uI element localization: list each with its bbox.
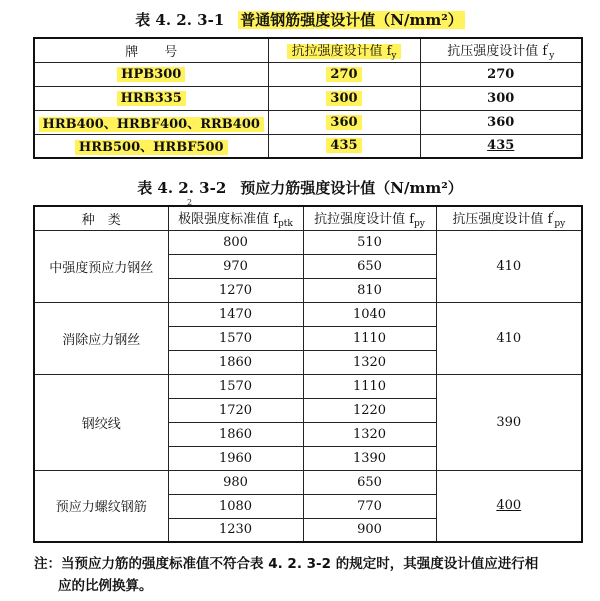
table1-grade-cell bbox=[34, 110, 268, 134]
standard-cell: 1720 bbox=[168, 398, 303, 422]
table-row bbox=[34, 230, 582, 254]
tensile-cell: 1040 bbox=[303, 302, 436, 326]
table1-tensile-cell bbox=[268, 62, 420, 86]
table1-tensile-cell bbox=[268, 86, 420, 110]
grade-label: HPB300 bbox=[117, 67, 185, 82]
standard-cell: 1470 bbox=[168, 302, 303, 326]
tensile-value: 360 bbox=[326, 115, 361, 130]
table1-grade-cell bbox=[34, 86, 268, 110]
table2-header-compressive-label: 抗压强度设计值 f bbox=[452, 211, 553, 227]
table2-header-compressive-sup: ′ bbox=[552, 210, 555, 221]
note-line-2: 应的比例换算。 bbox=[58, 578, 153, 594]
table1-compressive-cell: 360 bbox=[420, 110, 582, 134]
type-cell: 预应力螺纹钢筋 bbox=[34, 470, 168, 542]
table2-caption-number: 表 4. 2. 3-2 bbox=[137, 179, 227, 197]
table1-tensile-cell bbox=[268, 110, 420, 134]
standard-cell: 1570 bbox=[168, 374, 303, 398]
compressive-value: 435 bbox=[487, 138, 515, 154]
compressive-cell: 410 bbox=[436, 230, 582, 302]
table1-header-row bbox=[34, 38, 582, 62]
table2-header-standard-label: 极限强度标准值 f bbox=[178, 211, 279, 227]
table-row bbox=[34, 86, 582, 110]
grade-label: HRB400、HRBF400、RRB400 bbox=[39, 117, 264, 132]
tensile-value: 300 bbox=[326, 91, 361, 106]
compressive-cell: 390 bbox=[436, 374, 582, 470]
standard-cell: 1270 bbox=[168, 278, 303, 302]
margin-mark: 2 bbox=[187, 198, 193, 207]
table1-header-tensile bbox=[268, 38, 420, 62]
tensile-cell: 1220 bbox=[303, 398, 436, 422]
table1-header-compressive bbox=[420, 38, 582, 62]
type-cell: 消除应力钢丝 bbox=[34, 302, 168, 374]
note-line-1: 注：当预应力筋的强度标准值不符合表 4. 2. 3-2 的规定时，其强度设计值应进行相 bbox=[34, 556, 539, 572]
table2-header-compressive bbox=[436, 206, 582, 230]
type-cell: 钢绞线 bbox=[34, 374, 168, 470]
table1-compressive-cell: 270 bbox=[420, 62, 582, 86]
table-row bbox=[34, 110, 582, 134]
table-note bbox=[34, 553, 589, 597]
grade-label: HRB500、HRBF500 bbox=[75, 140, 228, 155]
table1-tensile-cell bbox=[268, 134, 420, 158]
standard-cell: 1960 bbox=[168, 446, 303, 470]
table1-compressive-cell bbox=[420, 134, 582, 158]
table1-header-compressive-sub: y bbox=[549, 50, 555, 61]
standard-cell: 970 bbox=[168, 254, 303, 278]
tensile-cell: 770 bbox=[303, 494, 436, 518]
table1-header-compressive-sup: ′ bbox=[547, 42, 550, 53]
standard-cell: 1230 bbox=[168, 518, 303, 542]
compressive-value: 400 bbox=[496, 498, 522, 514]
table2-header-standard bbox=[168, 206, 303, 230]
tensile-cell: 1320 bbox=[303, 422, 436, 446]
tensile-cell: 900 bbox=[303, 518, 436, 542]
tensile-cell: 1110 bbox=[303, 374, 436, 398]
tensile-cell: 1320 bbox=[303, 350, 436, 374]
table1-header-tensile-label: 抗拉强度设计值 f bbox=[291, 43, 392, 59]
standard-cell: 1080 bbox=[168, 494, 303, 518]
table-row bbox=[34, 134, 582, 158]
standard-cell: 1570 bbox=[168, 326, 303, 350]
table2-header-tensile bbox=[303, 206, 436, 230]
compressive-cell bbox=[436, 470, 582, 542]
table2-header-standard-sub: ptk bbox=[278, 218, 293, 229]
table2-header-compressive-sub: py bbox=[554, 218, 566, 229]
table-row bbox=[34, 374, 582, 398]
table2-header-tensile-label: 抗拉强度设计值 f bbox=[314, 211, 415, 227]
table1-header-grade: 牌 号 bbox=[34, 38, 268, 62]
tensile-cell: 1390 bbox=[303, 446, 436, 470]
table2-prestressing-tendon bbox=[33, 205, 583, 543]
compressive-cell: 410 bbox=[436, 302, 582, 374]
type-cell: 中强度预应力钢丝 bbox=[34, 230, 168, 302]
grade-label: HRB335 bbox=[117, 91, 186, 106]
table-row bbox=[34, 302, 582, 326]
table-row bbox=[34, 62, 582, 86]
table1-caption-number: 表 4. 2. 3-1 bbox=[135, 11, 225, 29]
tensile-value: 270 bbox=[326, 67, 361, 82]
tensile-value: 435 bbox=[326, 138, 361, 153]
table-row bbox=[34, 470, 582, 494]
standard-cell: 1860 bbox=[168, 422, 303, 446]
tensile-cell: 650 bbox=[303, 470, 436, 494]
table1-grade-cell bbox=[34, 62, 268, 86]
tensile-cell: 510 bbox=[303, 230, 436, 254]
tensile-cell: 1110 bbox=[303, 326, 436, 350]
standard-cell: 980 bbox=[168, 470, 303, 494]
table1-caption bbox=[0, 9, 600, 30]
table1-grade-cell bbox=[34, 134, 268, 158]
table2-caption-title: 预应力筋强度设计值（N/mm²） bbox=[240, 179, 463, 197]
tensile-cell: 810 bbox=[303, 278, 436, 302]
table2-header-type: 种 类 bbox=[34, 206, 168, 230]
table1-regular-rebar bbox=[33, 37, 583, 159]
table1-header-tensile-sub: y bbox=[391, 50, 397, 61]
table1-caption-title: 普通钢筋强度设计值（N/mm²） bbox=[240, 11, 463, 29]
table2-header-tensile-sub: py bbox=[414, 218, 425, 229]
tensile-cell: 650 bbox=[303, 254, 436, 278]
table1-header-compressive-label: 抗压强度设计值 f bbox=[447, 43, 548, 59]
standard-cell: 1860 bbox=[168, 350, 303, 374]
table1-compressive-cell: 300 bbox=[420, 86, 582, 110]
standard-cell: 800 bbox=[168, 230, 303, 254]
table2-header-row bbox=[34, 206, 582, 230]
table2-caption bbox=[0, 177, 600, 198]
